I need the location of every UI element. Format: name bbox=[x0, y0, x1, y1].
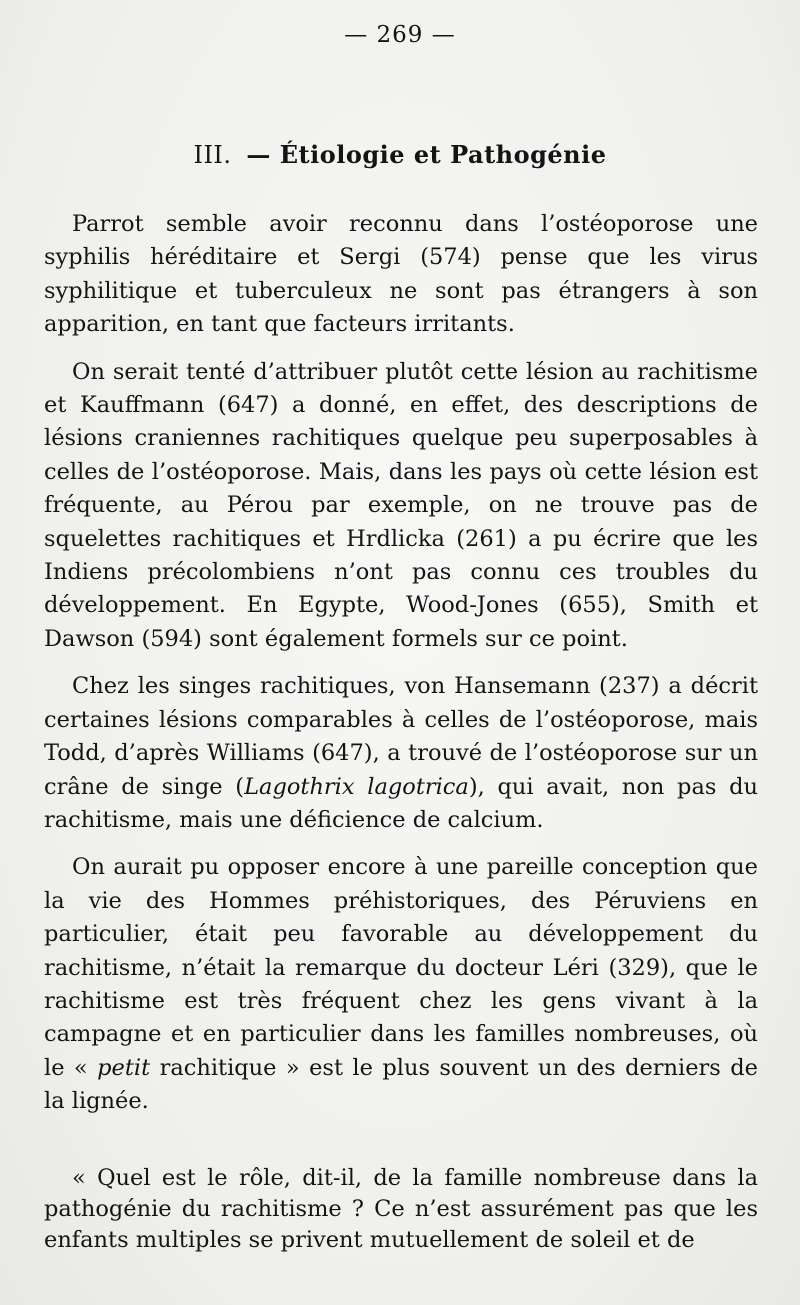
paragraph-4-text-a: On aurait pu opposer encore à une pareille conception que la vie des Hommes préhistoriques, des Péruviens en particulier, était peu favorable au développement du rachitisme, n’était la remarque du docteur Léri (329), que le rachitisme est très fréquent chez les gens vivant à la campagne et en particulier dans les familles nombreuses, où le « bbox=[44, 854, 758, 1081]
quote-paragraph: « Quel est le rôle, dit-il, de la famille nombreuse dans la pathogénie du rachitisme ? Ce n’est assurément pas que les enfants multiples se privent mutuellement de soleil et de bbox=[44, 1164, 758, 1253]
italic-word: petit bbox=[97, 1054, 151, 1081]
page-number: — 269 — bbox=[344, 22, 456, 48]
paragraph-3 bbox=[44, 670, 758, 837]
body-text bbox=[44, 208, 758, 1270]
species-name: Lagothrix lagotrica bbox=[244, 773, 469, 800]
section-title: — Étiologie et Pathogénie bbox=[246, 140, 607, 169]
paragraph-2: On serait tenté d’attribuer plutôt cette lésion au rachitisme et Kauffmann (647) a donné, en effet, des descriptions de lésions craniennes rachitiques quelque peu superposables à celles de l’ostéoporose. Mais, dans les pays où cette lésion est fréquente, au Pérou par exemple, on ne trouve pas de squelettes rachitiques et Hrdlicka (261) a pu écrire que les Indiens précolombiens n’ont pas connu ces troubles du développement. En Egypte, Wood-Jones (655), Smith et Dawson (594) sont également formels sur ce point. bbox=[44, 358, 758, 652]
section-number: III. bbox=[193, 141, 232, 169]
paragraph-4-text-b: rachitique » est le plus souvent un des derniers de la lignée. bbox=[44, 1054, 758, 1115]
paragraph-3-text-b: ), qui avait, non pas du rachitisme, mais une déficience de calcium. bbox=[44, 773, 758, 833]
paragraph-4 bbox=[44, 851, 758, 1118]
section-heading bbox=[0, 140, 800, 169]
paragraph-3-text-a: Chez les singes rachitiques, von Hansemann (237) a décrit certaines lésions comparables à celles de l’ostéoporose, mais Todd, d’après Williams (647), a trouvé de l’ostéoporose sur un crâne de singe ( bbox=[44, 673, 758, 800]
paragraph-1: Parrot semble avoir reconnu dans l’ostéoporose une syphilis héréditaire et Sergi (574) pense que les virus syphilitique et tuberculeux ne sont pas étrangers à son apparition, en tant que facteurs irritants. bbox=[44, 211, 758, 338]
